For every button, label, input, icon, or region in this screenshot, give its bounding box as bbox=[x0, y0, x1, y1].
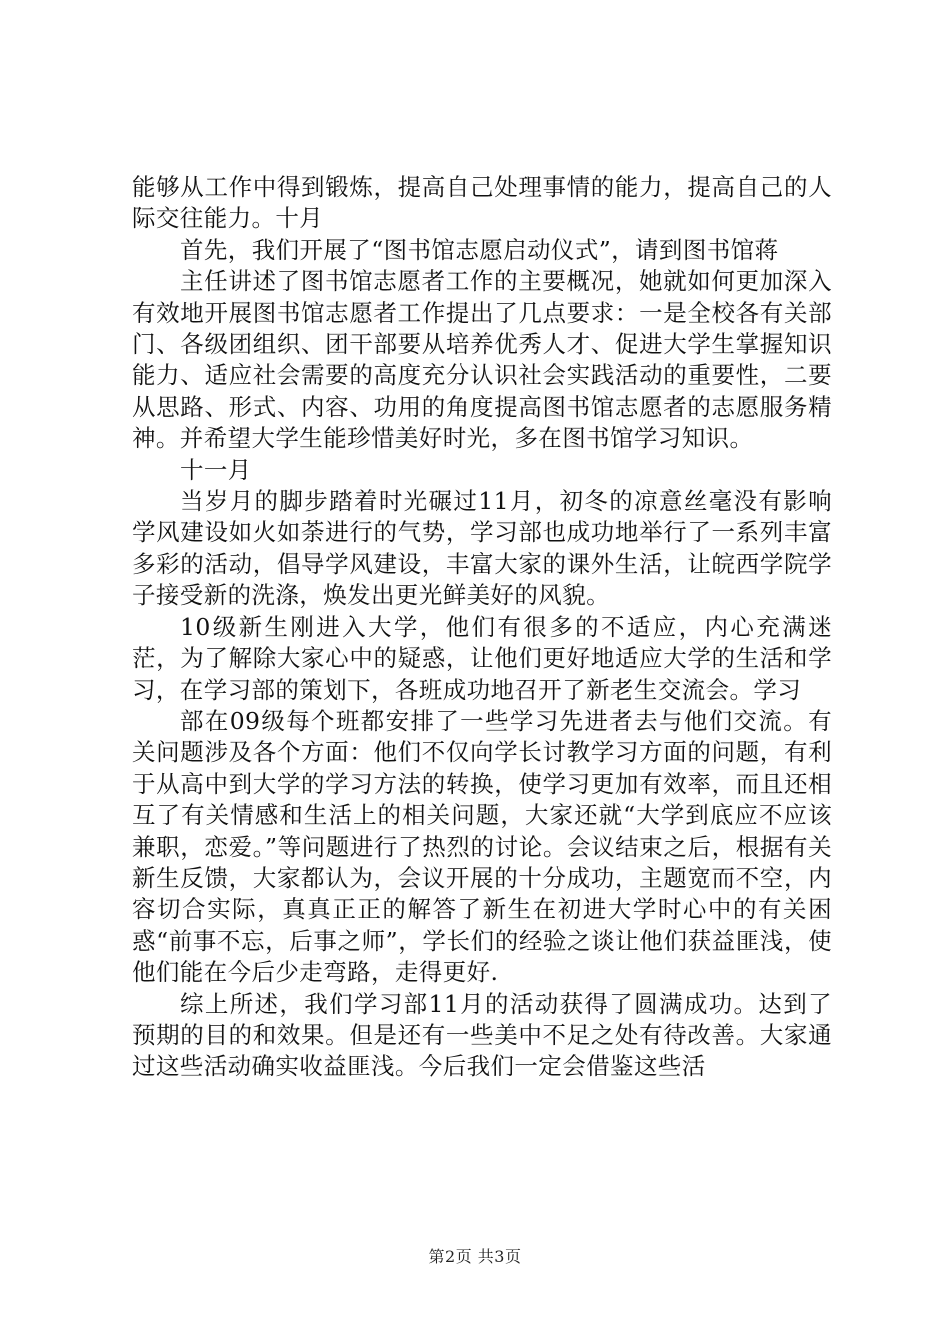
paragraph: 部在09级每个班都安排了一些学习先进者去与他们交流。有关问题涉及各个方面：他们不仅向学长讨教学习方面的问题，有利于从高中到大学的学习方法的转换，使学习更加有效率，而且还相互了有关情感和生活上的相关问题，大家还就“大学到底应不应该兼职，恋爱。”等问题进行了热烈的讨论。会议结束之后，根据有关新生反馈，大家都认为，会议开展的十分成功，主题宽而不空，内容切合实际，真真正正的解答了新生在初进大学时心中的有关困惑“前事不忘，后事之师”，学长们的经验之谈让他们获益匪浅，使他们能在今后少走弯路，走得更好. bbox=[132, 706, 832, 987]
paragraph: 当岁月的脚步踏着时光碾过11月，初冬的凉意丝毫没有影响学风建设如火如荼进行的气势，学习部也成功地举行了一系列丰富多彩的活动，倡导学风建设，丰富大家的课外生活，让皖西学院学子接受新的洗涤，焕发出更光鲜美好的风貌。 bbox=[132, 487, 832, 610]
paragraph: 10级新生刚进入大学，他们有很多的不适应，内心充满迷茫，为了解除大家心中的疑惑，让他们更好地适应大学的生活和学习，在学习部的策划下，各班成功地召开了新老生交流会。学习 bbox=[132, 612, 832, 704]
paragraph: 综上所述，我们学习部11月的活动获得了圆满成功。达到了预期的目的和效果。但是还有一些美中不足之处有待改善。大家通过这些活动确实收益匪浅。今后我们一定会借鉴这些活 bbox=[132, 989, 832, 1081]
page-number-footer: 第2页 共3页 bbox=[428, 1247, 522, 1266]
document-body bbox=[132, 172, 832, 1083]
paragraph: 主任讲述了图书馆志愿者工作的主要概况，她就如何更加深入有效地开展图书馆志愿者工作提出了几点要求：一是全校各有关部门、各级团组织、团干部要从培养优秀人才、促进大学生掌握知识能力、适应社会需要的高度充分认识社会实践活动的重要性，二要从思路、形式、内容、功用的角度提高图书馆志愿者的志愿服务精神。并希望大学生能珍惜美好时光，多在图书馆学习知识。 bbox=[132, 267, 832, 453]
paragraph: 首先，我们开展了“图书馆志愿启动仪式”，请到图书馆蒋 bbox=[180, 235, 779, 264]
paragraph: 十一月 bbox=[180, 455, 252, 484]
paragraph: 能够从工作中得到锻炼，提高自己处理事情的能力，提高自己的人际交往能力。十月 bbox=[132, 173, 832, 233]
